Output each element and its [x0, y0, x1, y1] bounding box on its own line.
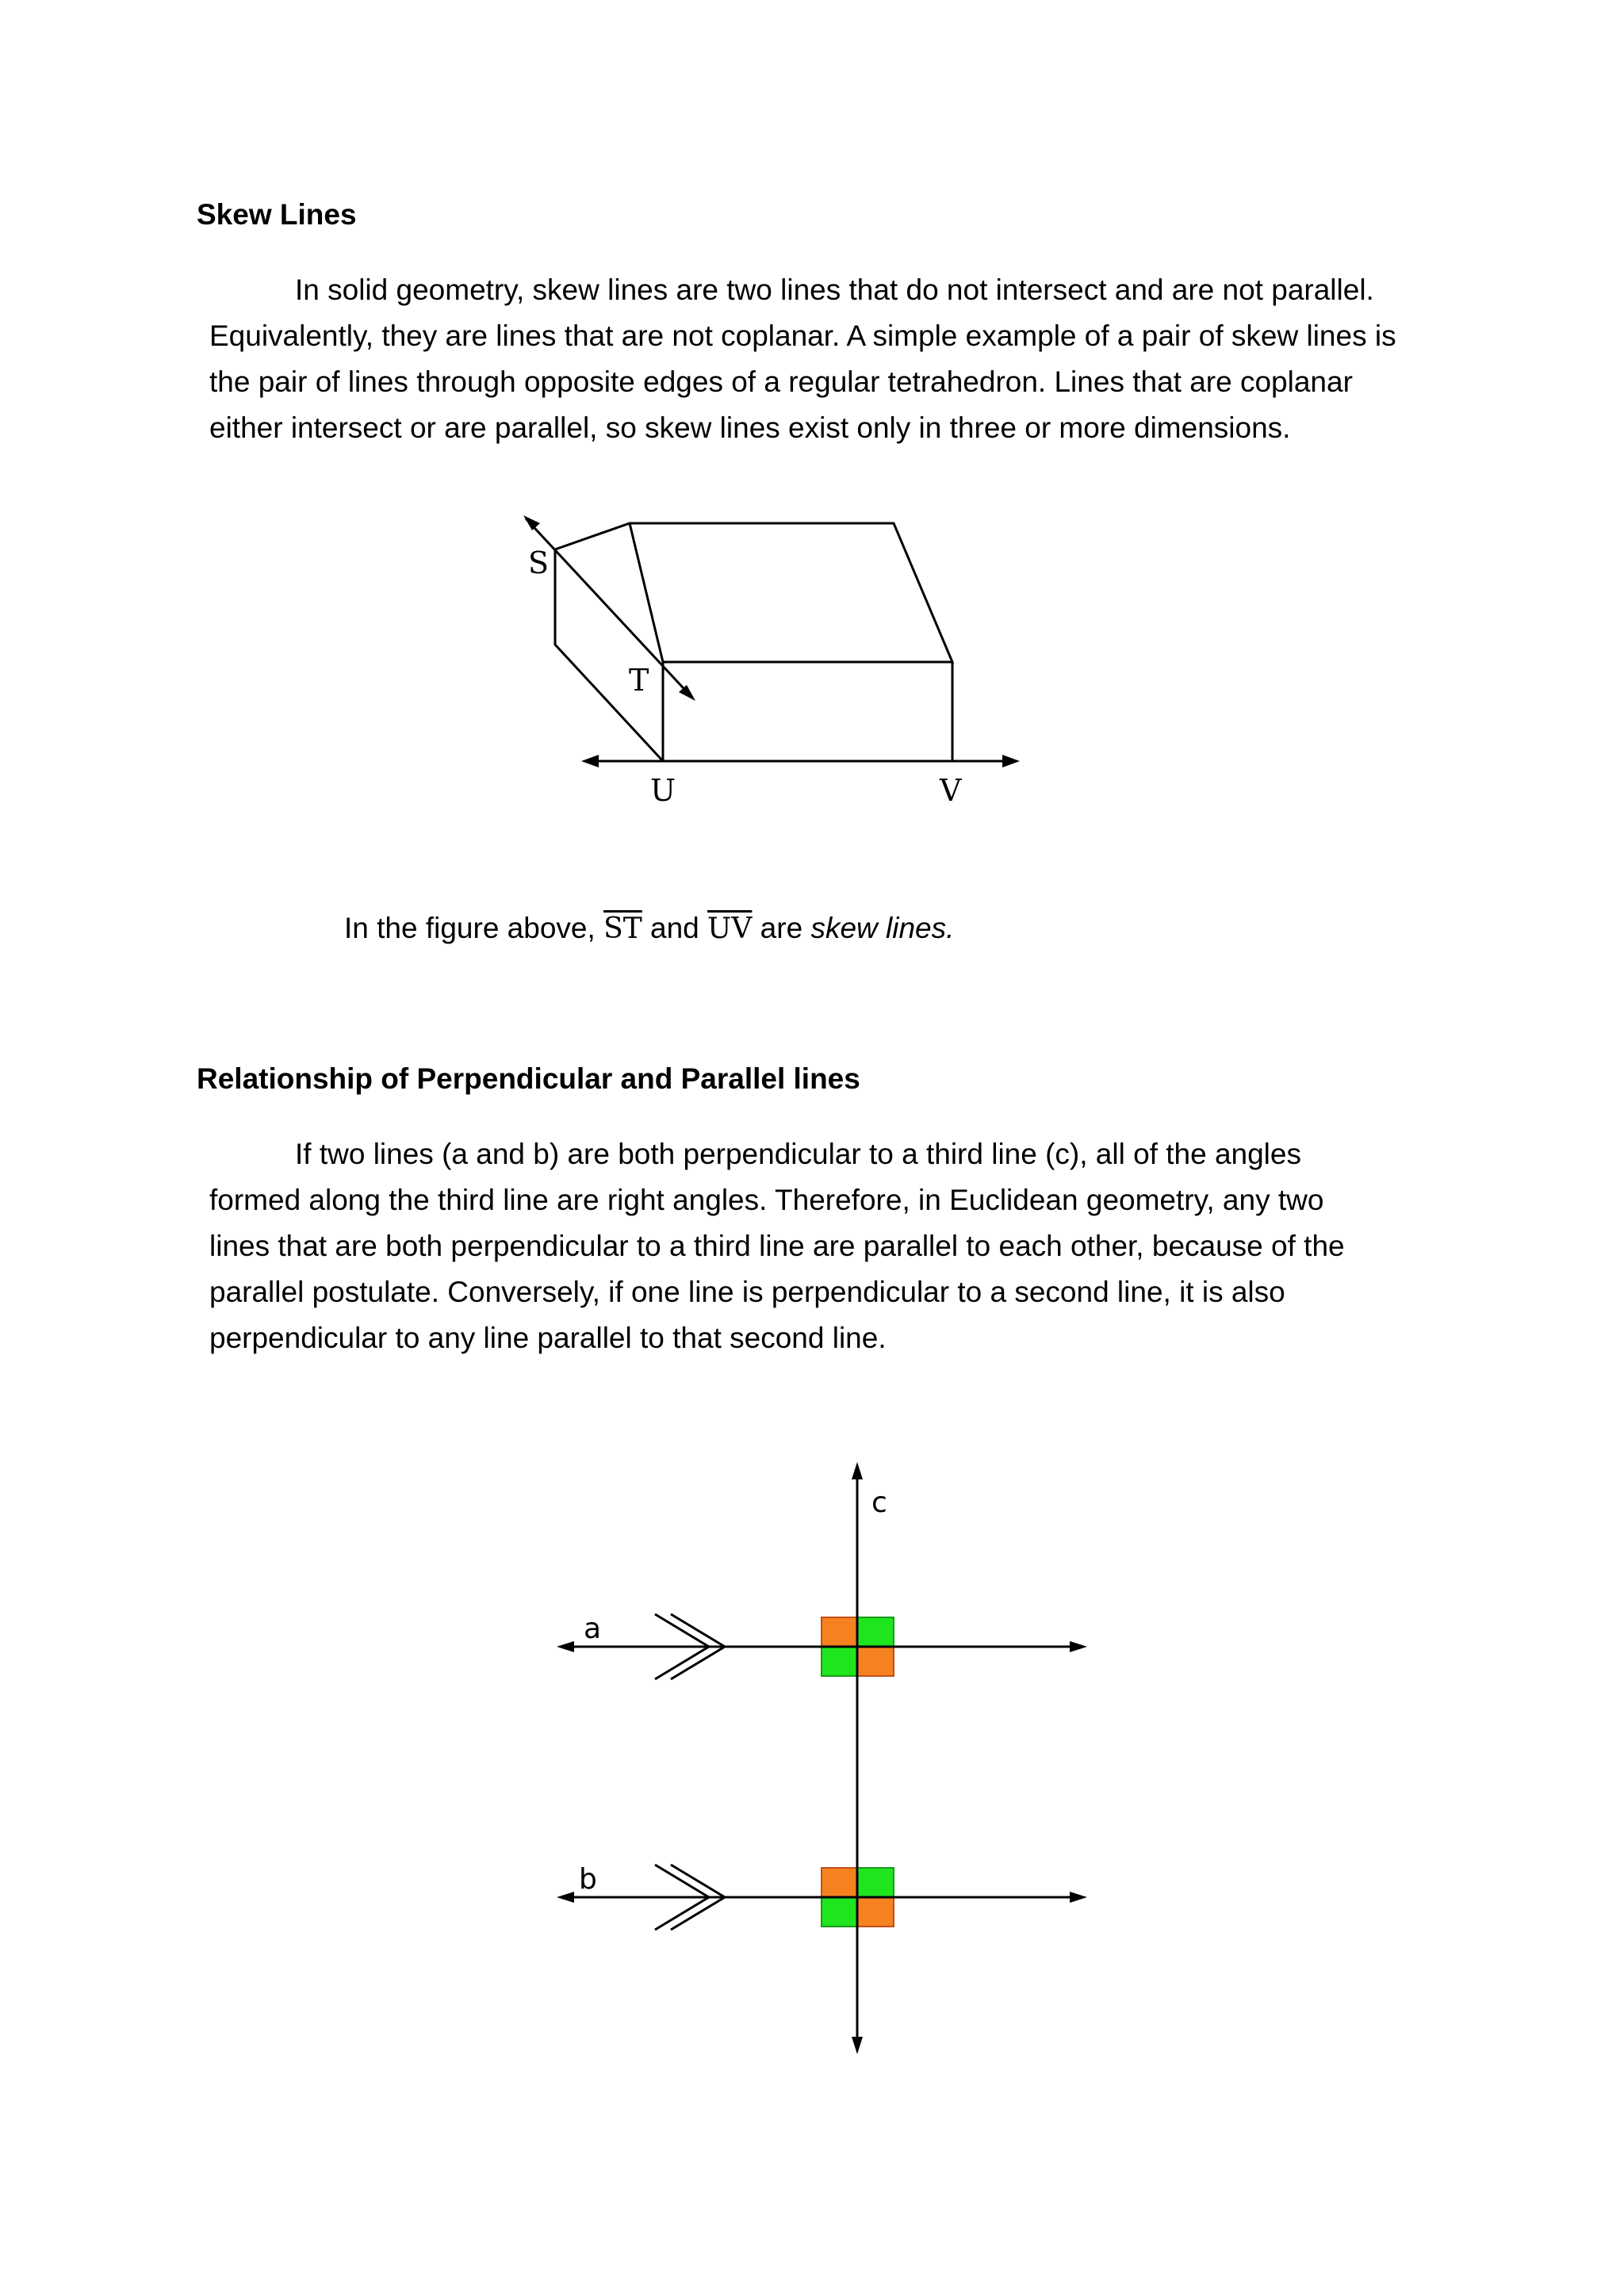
label-t: T	[629, 663, 649, 698]
paragraph-line: If two lines (a and b) are both perpendicular to a third line (c), all of the angles	[295, 1138, 1301, 1170]
perpendicular-parallel-heading: Relationship of Perpendicular and Parallel lines	[197, 1062, 860, 1095]
paragraph-line: either intersect or are parallel, so skew lines exist only in three or more dimensions.	[209, 411, 1291, 444]
label-b: b	[579, 1863, 597, 1896]
segment-st: $\overline{ST}$	[603, 913, 642, 945]
arrow-b-right	[1070, 1892, 1087, 1903]
arrow-c-bottom	[852, 2037, 863, 2054]
paragraph-line: formed along the third line are right angles. Therefore, in Euclidean geometry, any two	[209, 1184, 1324, 1216]
angle-square	[857, 1647, 894, 1676]
angle-square	[822, 1897, 857, 1927]
segment-uv: $\overline{UV}$	[707, 913, 753, 945]
arrow-a-right	[1070, 1641, 1087, 1652]
label-s: S	[528, 545, 550, 580]
label-v: V	[940, 773, 962, 808]
label-a: a	[584, 1613, 602, 1645]
caption-italic: skew lines.	[810, 912, 955, 944]
paragraph-line: In solid geometry, skew lines are two lines that do not intersect and are not parallel.	[295, 274, 1374, 306]
paragraph-line: perpendicular to any line parallel to that second line.	[209, 1322, 887, 1354]
paragraph-line: Equivalently, they are lines that are not coplanar. A simple example of a pair of skew lines is	[209, 320, 1396, 352]
arrow-c-top	[852, 1462, 863, 1479]
angle-square	[822, 1617, 857, 1647]
angle-square	[857, 1617, 894, 1647]
angle-square	[822, 1868, 857, 1897]
paragraph-line: lines that are both perpendicular to a third line are parallel to each other, because of the	[209, 1230, 1345, 1262]
angle-square	[857, 1897, 894, 1927]
label-c: c	[871, 1487, 887, 1519]
arrow-a-left	[557, 1641, 574, 1652]
caption-middle: and	[642, 912, 708, 944]
caption-prefix: In the figure above,	[344, 912, 604, 944]
label-u: U	[650, 773, 676, 808]
caption-after: are	[752, 912, 811, 944]
angle-square	[822, 1647, 857, 1676]
arrow-b-left	[557, 1892, 574, 1903]
paragraph-line: the pair of lines through opposite edges of a regular tetrahedron. Lines that are coplanar	[209, 365, 1353, 398]
skew-lines-heading: Skew Lines	[197, 198, 357, 231]
angle-square	[857, 1868, 894, 1897]
paragraph-line: parallel postulate. Conversely, if one line is perpendicular to a second line, it is also	[209, 1276, 1285, 1308]
